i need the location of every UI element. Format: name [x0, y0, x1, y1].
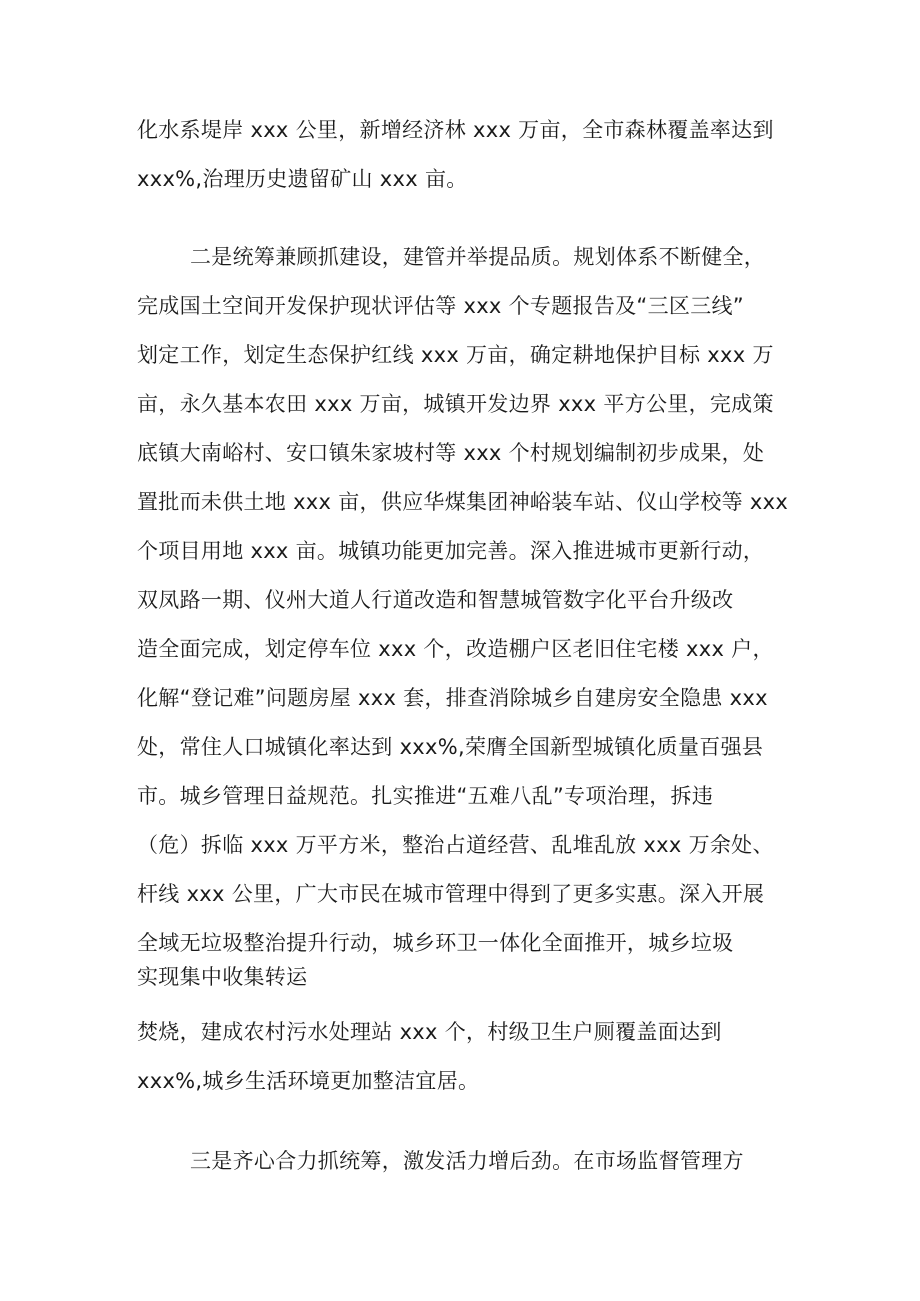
paragraph-1-line-2: xxx%,治理历史遗留矿山 xxx 亩。 [137, 167, 468, 191]
paragraph-2-line-14: 杆线 xxx 公里，广大市民在城市管理中得到了更多实惠。深入开展 [137, 882, 765, 906]
paragraph-2-line-18: xxx%,城乡生活环境更加整洁宜居。 [137, 1069, 480, 1093]
paragraph-2-line-8: 双凤路一期、仪州大道人行道改造和智慧城管数字化平台升级改 [137, 588, 734, 612]
paragraph-2-line-10: 化解“登记难”问题房屋 xxx 套，排查消除城乡自建房安全隐患 xxx [137, 686, 768, 710]
paragraph-2-line-9: 造全面完成，划定停车位 xxx 个，改造棚户区老旧住宅楼 xxx 户， [137, 637, 774, 661]
paragraph-3-line-1: 三是齐心合力抓统筹，激发活力增后劲。在市场监督管理方 [190, 1149, 744, 1173]
paragraph-2-line-5: 底镇大南峪村、安口镇朱家坡村等 xxx 个村规划编制初步成果，处 [137, 441, 765, 465]
paragraph-1-line-1: 化水系堤岸 xxx 公里，新增经济林 xxx 万亩，全市森林覆盖率达到 [137, 118, 774, 142]
paragraph-2-line-7: 个项目用地 xxx 亩。城镇功能更加完善。深入推进城市更新行动， [137, 539, 765, 563]
paragraph-2-line-17: 焚烧，建成农村污水处理站 xxx 个，村级卫生户厕覆盖面达到 [137, 1020, 722, 1044]
paragraph-2-line-1: 二是统筹兼顾抓建设，建管并举提品质。规划体系不断健全， [190, 245, 766, 269]
paragraph-2-line-3: 划定工作，划定生态保护红线 xxx 万亩，确定耕地保护目标 xxx 万 [137, 343, 774, 367]
paragraph-2-line-2: 完成国土空间开发保护现状评估等 xxx 个专题报告及“三区三线” [137, 294, 744, 318]
paragraph-2-line-16: 实现集中收集转运 [137, 965, 308, 989]
paragraph-2-line-11: 处，常住人口城镇化率达到 xxx%,荣膺全国新型城镇化质量百强县 [137, 735, 764, 759]
paragraph-2-line-15: 全域无垃圾整治提升行动，城乡环卫一体化全面推开，城乡垃圾 [137, 931, 734, 955]
paragraph-2-line-12: 市。城乡管理日益规范。扎实推进“五难八乱”专项治理，拆违 [137, 784, 714, 808]
paragraph-2-line-6: 置批而未供土地 xxx 亩，供应华煤集团神峪装车站、仪山学校等 xxx [137, 490, 789, 514]
paragraph-2-line-13: （危）拆临 xxx 万平方米，整治占道经营、乱堆乱放 xxx 万余处、 [137, 833, 774, 857]
paragraph-2-line-4: 亩，永久基本农田 xxx 万亩，城镇开发边界 xxx 平方公里，完成策 [137, 392, 774, 416]
